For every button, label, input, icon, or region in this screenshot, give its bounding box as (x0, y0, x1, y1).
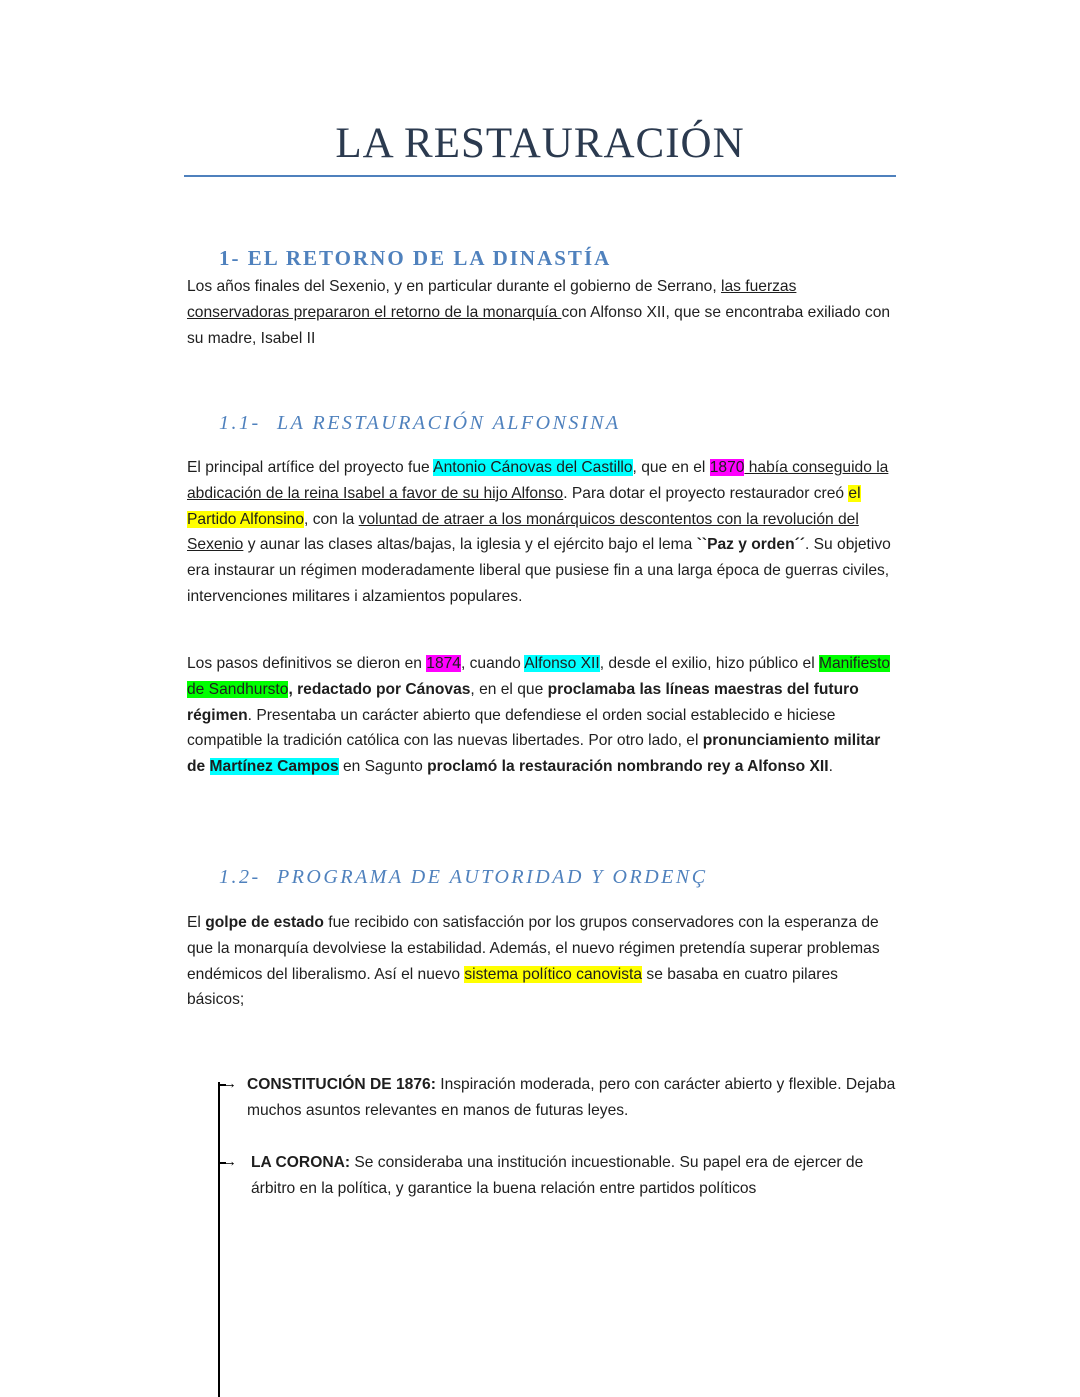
bold-text: pronunciamiento militar de (187, 732, 881, 776)
text-run: y aunar las clases altas/bajas, la iglesia y el ejército bajo el lema (243, 536, 697, 554)
highlight-date: 1870 (709, 459, 745, 476)
section-1-2-paragraph (187, 910, 895, 1013)
section-title: PROGRAMA DE AUTORIDAD Y ORDENÇ (277, 866, 708, 888)
highlight-concept: sistema político canovista (464, 965, 643, 983)
section-number: 1.2- (219, 866, 261, 888)
section-1-1-paragraph-1 (187, 455, 895, 610)
text-run: se basaba en cuatro pilares básicos; (187, 965, 838, 1009)
section-1-1-paragraph-2 (187, 651, 895, 780)
pillar-text: Se consideraba una institución incuestionable. Su papel era de ejercer de árbitro en la política, y garantice la buena relación entre partidos políticos (251, 1154, 864, 1197)
bracket-line (218, 1082, 220, 1397)
arrow-right-icon: → (222, 1153, 237, 1170)
text-run: , desde el exilio, hizo público el (599, 655, 819, 672)
bold-text: ``Paz y orden´´ (696, 536, 805, 554)
section-1-paragraph (187, 274, 895, 351)
pillar-item (251, 1150, 897, 1202)
underlined-text: había conseguido la abdicación de la reina Isabel a favor de su hijo Alfonso (187, 459, 889, 502)
section-1-1-heading (219, 412, 621, 435)
text-run: , que en el (632, 459, 710, 476)
highlight-document: Manifiesto de Sandhursto (187, 655, 891, 698)
text-run: con Alfonso XII, que se encontraba exiliado con su madre, Isabel II (187, 303, 891, 347)
text-run: fue recibido con satisfacción por los grupos conservadores con la esperanza de que la monarquía devolviese la estabilidad. Además, el nuevo régimen pretendía superar problemas endémicos del liberalismo. Así el nuevo (187, 914, 880, 983)
pillar-item (247, 1072, 897, 1124)
underlined-text: voluntad de atraer a los monárquicos descontentos con la revolución del Sexenio (187, 510, 859, 554)
arrow-right-icon: → (222, 1075, 237, 1092)
pillar-text: Inspiración moderada, pero con carácter abierto y flexible. Dejaba muchos asuntos relevantes en manos de futuras leyes. (247, 1076, 896, 1119)
text-run: . Para dotar el proyecto restaurador creó (563, 484, 849, 502)
page-title: LA RESTAURACIÓN (335, 120, 745, 167)
bold-text: proclamaba las líneas maestras del futuro régimen (187, 680, 859, 724)
section-1-heading: 1- EL RETORNO DE LA DINASTÍA (219, 246, 612, 270)
bold-text: proclamó la restauración nombrando rey a Alfonso XII (427, 758, 829, 776)
text-run: Los pasos definitivos se dieron en (187, 655, 427, 672)
highlight-name: Alfonso XII (524, 655, 600, 672)
title-underline (184, 175, 896, 177)
highlight-concept: el Partido Alfonsino (187, 484, 861, 528)
text-run: . (828, 758, 833, 776)
text-run: . Su objetivo era instaurar un régimen moderadamente liberal que pusiese fin a una larga época de guerras civiles, intervenciones militares i alzamientos populares. (187, 536, 891, 605)
text-run: Los años finales del Sexenio, y en particular durante el gobierno de Serrano, (187, 278, 721, 295)
underlined-text: las fuerzas conservadoras prepararon el retorno de la monarquía (187, 278, 797, 321)
bold-text: , redactado por Cánovas (288, 680, 471, 698)
section-1-2-heading (219, 866, 708, 889)
text-run: , en el que (470, 680, 548, 698)
text-run: en Sagunto (338, 758, 428, 776)
text-run: , con la (304, 510, 359, 528)
text-run: El principal artífice del proyecto fue (187, 459, 434, 476)
pillar-label: LA CORONA: (251, 1154, 351, 1171)
text-run: , cuando (460, 655, 525, 672)
text-run: . Presentaba un carácter abierto que defendiese el orden social establecido e hiciese compatible la tradición católica con las nuevas libertades. Por otro lado, el (187, 706, 836, 750)
highlight-name: Martínez Campos (209, 758, 339, 776)
highlight-date: 1874 (426, 655, 461, 672)
highlight-name: Antonio Cánovas del Castillo (433, 459, 633, 476)
text-run: El (187, 914, 206, 931)
bold-text: golpe de estado (205, 914, 324, 931)
pillar-label: CONSTITUCIÓN DE 1876: (247, 1076, 436, 1093)
section-title: LA RESTAURACIÓN ALFONSINA (277, 412, 621, 434)
section-number: 1.1- (219, 412, 261, 434)
